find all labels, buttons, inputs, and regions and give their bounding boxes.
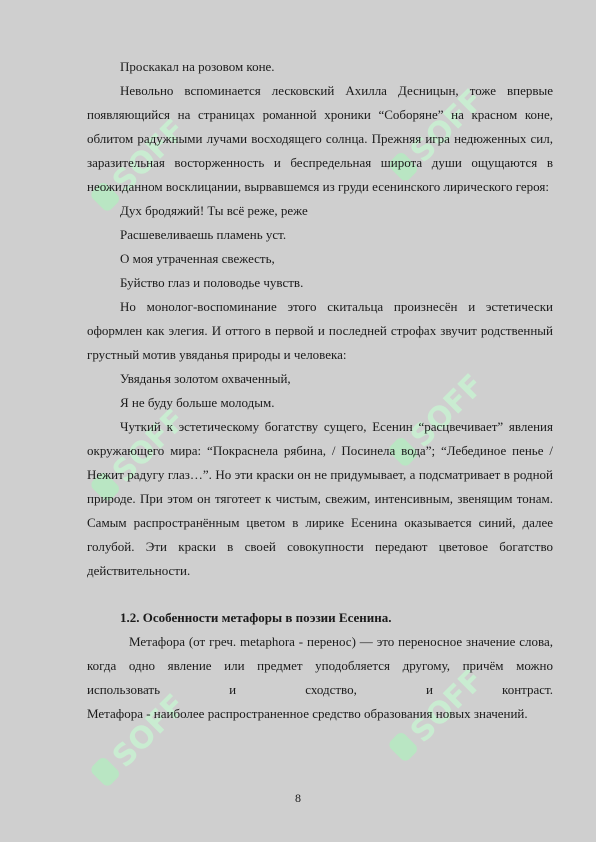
svg-text:SOFF: SOFF: [403, 662, 491, 750]
verse-line: О моя утраченная свежесть,: [120, 251, 275, 266]
verse-line: Буйство глаз и половодье чувств.: [120, 275, 304, 290]
paragraph: Чуткий к эстетическому богатству сущего, Есенин “расцвечивает” явления окружающего мира: “Покраснела рябина, / Посинела вода”; “Лебединое пенье / Нежит радугу глаз…”. Но эти краски он не придумывает, а подсматривает в родной природе. При этом он тяготеет к чистым, свежим, интенсивным, звенящим тонам. Самым распространённым цветом в лирике Есенина оказывается синий, далее голубой. Эти краски в своей совокупности передают цветовое богатство действительности.: [87, 419, 553, 578]
svg-text:SOFF: SOFF: [403, 367, 491, 455]
svg-text:SOFF: SOFF: [105, 402, 193, 490]
paragraph: Но монолог-воспоминание этого скитальца произнесён и эстетически оформлен как элегия. И оттого в первой и последней строфах звучит родственный грустный мотив увяданья природы и человека:: [87, 299, 553, 362]
body-text: [87, 55, 553, 726]
paragraph: Невольно вспоминается лесковский Ахилла Десницын, тоже впервые появляющийся на страницах романной хроники “Соборяне” на красном коне, облитом радужными лучами восходящего солнца. Прежняя игра недюженных сил, заразительная восторженность и беспредельная широта души ощущаются в неожиданном восклицании, вырвавшемся из груди есенинского лирического героя:: [87, 83, 553, 194]
verse-line: Проскакал на розовом коне.: [120, 59, 275, 74]
paragraph: Метафора - наиболее распространенное средство образования новых значений.: [87, 706, 528, 721]
verse-line: Увяданья золотом охваченный,: [120, 371, 291, 386]
section-heading: 1.2. Особенности метафоры в поэзии Есенина.: [120, 610, 392, 625]
paragraph: Метафора (от греч. metaphora - перенос) — это переносное значение слова, когда одно явление или предмет уподобляется другому, причём можно: [87, 634, 553, 673]
svg-text:SOFF: SOFF: [105, 687, 193, 775]
verse-line: Расшевеливаешь пламень уст.: [120, 227, 287, 242]
paragraph-line: использовать и сходство, и контраст.: [87, 682, 553, 697]
verse-line: Дух бродяжий! Ты всё реже, реже: [120, 203, 308, 218]
svg-text:SOFF: SOFF: [403, 82, 491, 170]
verse-line: Я не буду больше молодым.: [120, 395, 275, 410]
svg-text:SOFF: SOFF: [105, 112, 193, 200]
page-number: 8: [295, 791, 301, 805]
